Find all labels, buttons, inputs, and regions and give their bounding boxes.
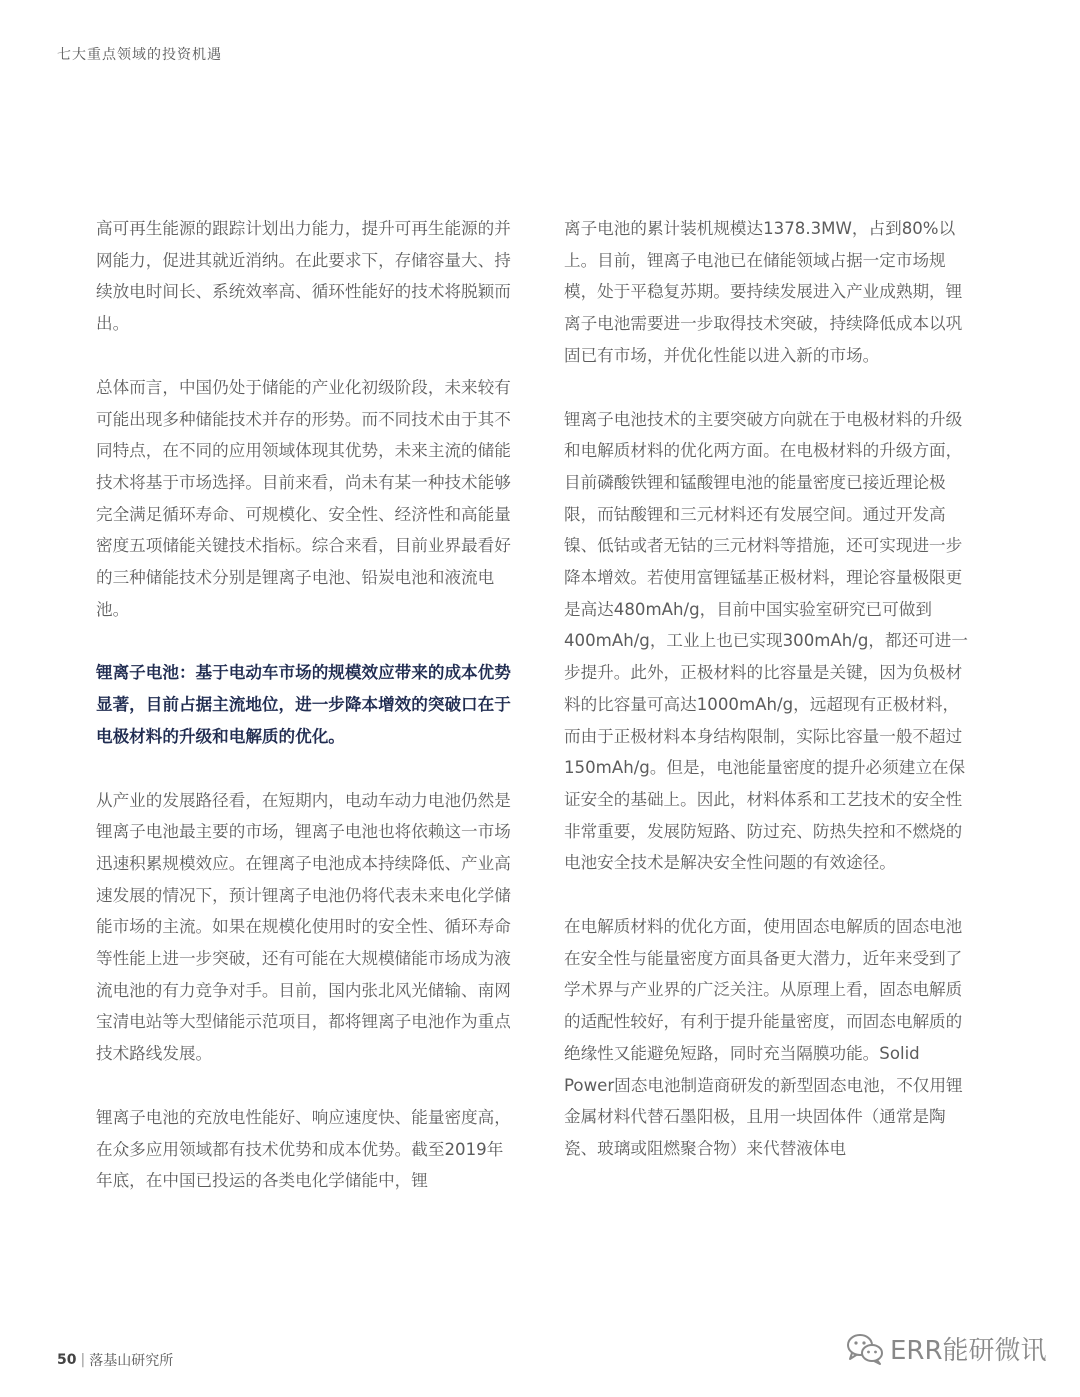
page-footer <box>57 1350 173 1370</box>
paragraph: 锂离子电池的充放电性能好、响应速度快、能量密度高，在众多应用领域都有技术优势和成本优势。截至2019年年底，在中国已投运的各类电化学储能中，锂 <box>96 1107 511 1191</box>
paragraph: 在电解质材料的优化方面，使用固态电解质的固态电池在安全性与能量密度方面具备更大潜力，近年来受到了学术界与产业界的广泛关注。从原理上看，固态电解质的适配性较好，有利于提升能量密度，而固态电解质的绝缘性又能避免短路，同时充当隔膜功能。Solid Power固态电池制造商研发的新型固态电池，不仅用锂金属材料代替石墨阳极，且用一块固体件（通常是陶瓷、玻璃或阻燃聚合物）来代替液体电 <box>564 917 963 1158</box>
paragraph: 离子电池的累计装机规模达1378.3MW，占到80%以上。目前，锂离子电池已在储能领域占据一定市场规模，处于平稳复苏期。要持续发展进入产业成熟期，锂离子电池需要进一步取得技术突破，持续降低成本以巩固已有市场，并优化性能以进入新的市场。 <box>564 219 963 365</box>
section-heading: 锂离子电池：基于电动车市场的规模效应带来的成本优势显著，目前占据主流地位，进一步降本增效的突破口在于电极材料的升级和电解质的优化。 <box>96 663 511 746</box>
footer-separator: | <box>80 1352 86 1368</box>
right-column <box>564 213 974 1165</box>
watermark <box>846 1330 1047 1367</box>
left-column <box>96 213 516 1197</box>
page-number: 50 <box>57 1352 77 1368</box>
paragraph: 锂离子电池技术的主要突破方向就在于电极材料的升级和电解质材料的优化两方面。在电极材料的升级方面，目前磷酸铁锂和锰酸锂电池的能量密度已接近理论极限，而钴酸锂和三元材料还有发展空间。通过开发高镍、低钴或者无钴的三元材料等措施，还可实现进一步降本增效。若使用富锂锰基正极材料，理论容量极限更是高达480mAh/g，目前中国实验室研究已可做到400mAh/g，工业上也已实现300mAh/g，都还可进一步提升。此外，正极材料的比容量是关键，因为负极材料的比容量可高达1000mAh/g，远超现有正极材料，而由于正极材料本身结构限制，实际比容量一般不超过150mAh/g。但是，电池能量密度的提升必须建立在保证安全的基础上。因此，材料体系和工艺技术的安全性非常重要，发展防短路、防过充、防热失控和不燃烧的电池安全技术是解决安全性问题的有效途径。 <box>564 409 968 873</box>
section-title: 七大重点领域的投资机遇 <box>57 47 222 63</box>
paragraph: 高可再生能源的跟踪计划出力能力，提升可再生能源的并网能力，促进其就近消纳。在此要求下，存储容量大、持续放电时间长、系统效率高、循环性能好的技术将脱颖而出。 <box>96 219 511 334</box>
publisher-name: 落基山研究所 <box>89 1353 174 1369</box>
paragraph: 总体而言，中国仍处于储能的产业化初级阶段，未来较有可能出现多种储能技术并存的形势。而不同技术由于其不同特点，在不同的应用领域体现其优势，未来主流的储能技术将基于市场选择。目前来看，尚未有某一种技术能够完全满足循环寿命、可规模化、安全性、经济性和高能量密度五项储能关键技术指标。综合来看，目前业界最看好的三种储能技术分别是锂离子电池、铅炭电池和液流电池。 <box>96 377 511 619</box>
wechat-icon <box>846 1333 884 1365</box>
watermark-text: ERR能研微讯 <box>890 1336 1047 1366</box>
paragraph: 从产业的发展路径看，在短期内，电动车动力电池仍然是锂离子电池最主要的市场，锂离子电池也将依赖这一市场迅速积累规模效应。在锂离子电池成本持续降低、产业高速发展的情况下，预计锂离子电池仍将代表未来电化学储能市场的主流。如果在规模化使用时的安全性、循环寿命等性能上进一步突破，还有可能在大规模储能市场成为液流电池的有力竞争对手。目前，国内张北风光储输、南网宝清电站等大型储能示范项目，都将锂离子电池作为重点技术路线发展。 <box>96 790 511 1064</box>
